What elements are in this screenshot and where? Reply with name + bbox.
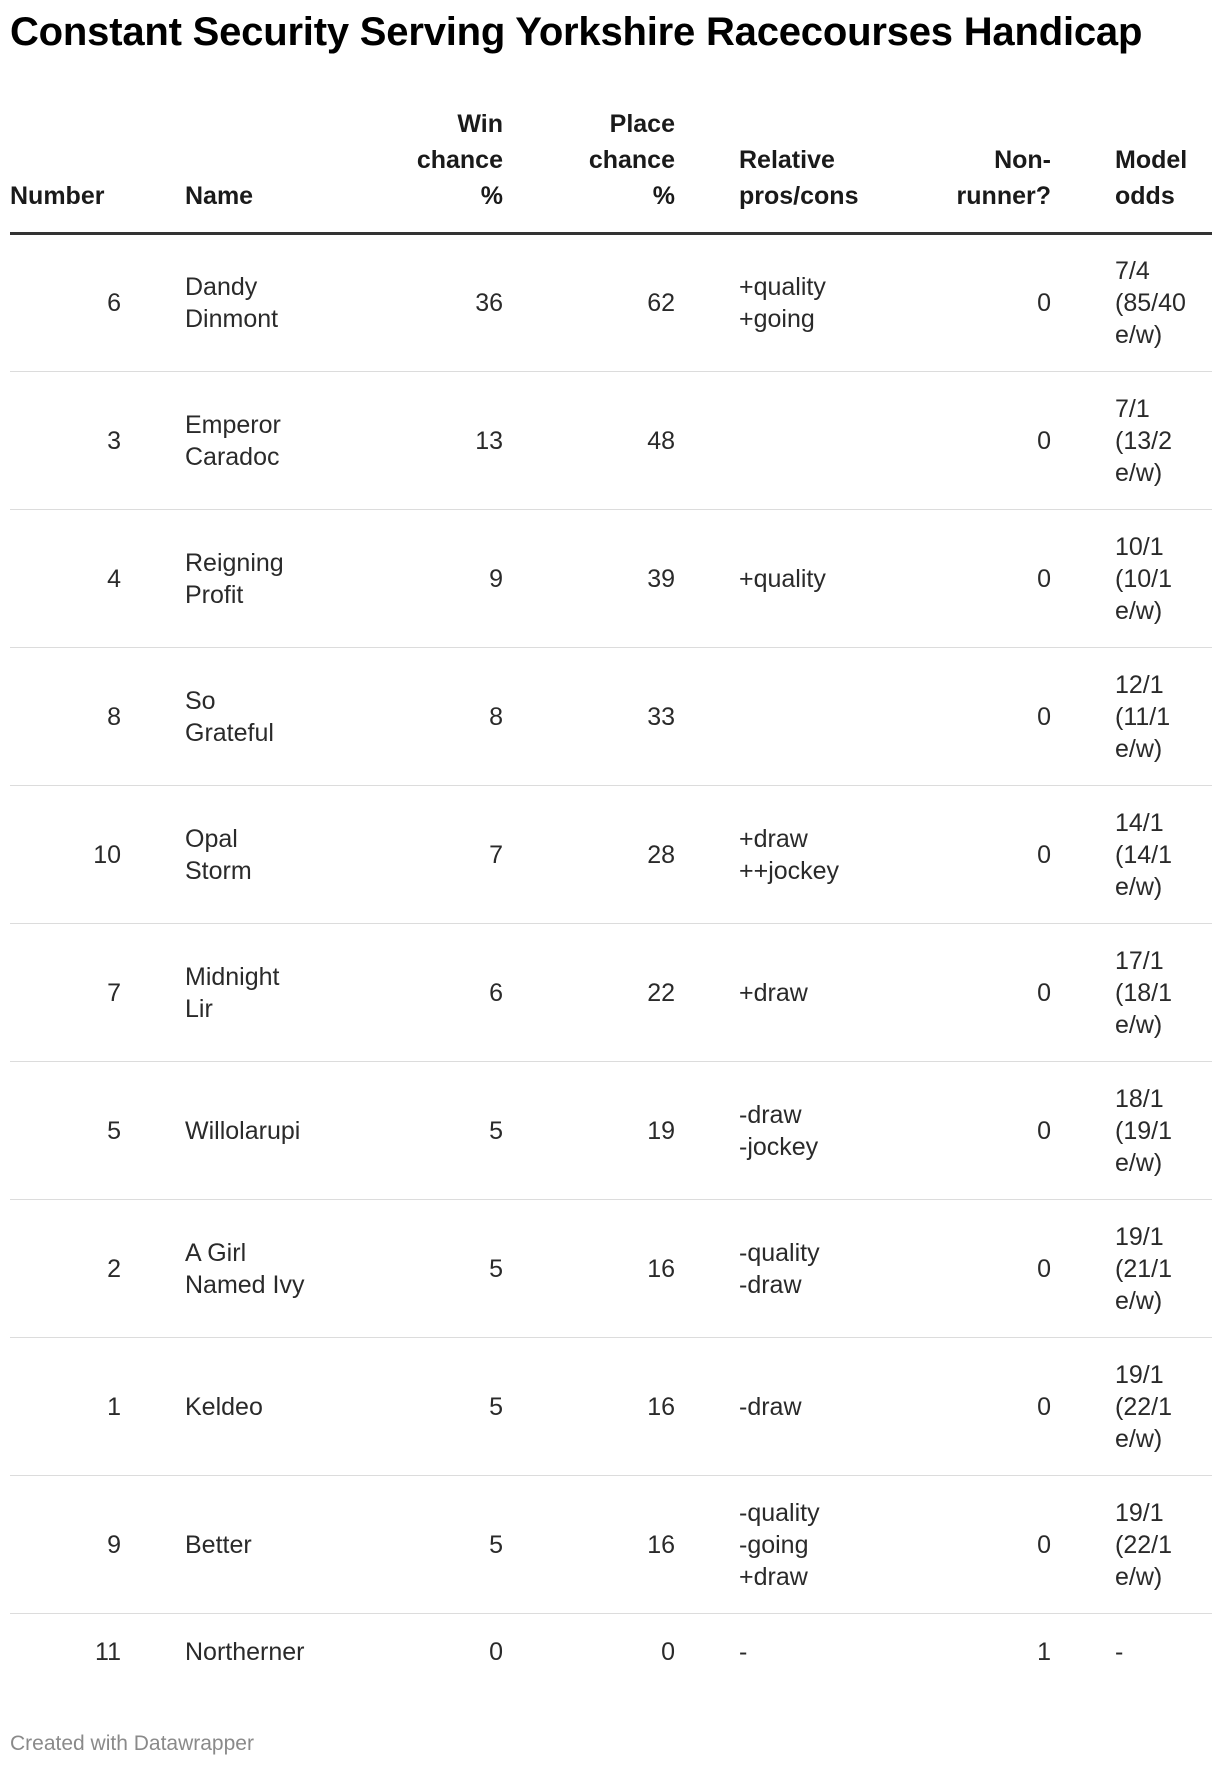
- cell-win-chance: 7: [355, 786, 503, 924]
- cell-gap: [1051, 510, 1115, 648]
- cell-win-chance: 6: [355, 924, 503, 1062]
- cell-number: 1: [10, 1338, 121, 1476]
- cell-place-chance: 22: [503, 924, 675, 1062]
- cell-win-chance: 5: [355, 1476, 503, 1614]
- cell-name: Midnight Lir: [185, 924, 355, 1062]
- cell-gap: [675, 234, 739, 372]
- cell-name: Northerner: [185, 1637, 305, 1666]
- cell-gap: [675, 1614, 739, 1690]
- cell-place-chance: 16: [503, 1476, 675, 1614]
- cell-non-runner: 0: [899, 786, 1051, 924]
- header-place-chance[interactable]: Place chance %: [503, 106, 675, 234]
- cell-model-odds: 18/1 (19/1 e/w): [1115, 1062, 1212, 1200]
- cell-gap: [121, 372, 185, 510]
- cell-number: 5: [10, 1062, 121, 1200]
- cell-non-runner: 0: [899, 1338, 1051, 1476]
- cell-gap: [675, 786, 739, 924]
- cell-number: 10: [10, 786, 121, 924]
- cell-win-chance: 9: [355, 510, 503, 648]
- cell-gap: [675, 510, 739, 648]
- cell-non-runner: 0: [899, 1062, 1051, 1200]
- cell-model-odds: 19/1 (22/1 e/w): [1115, 1476, 1212, 1614]
- cell-gap: [1051, 1476, 1115, 1614]
- cell-model-odds: 7/4 (85/40 e/w): [1115, 234, 1212, 372]
- cell-gap: [1051, 234, 1115, 372]
- cell-gap: [1051, 1200, 1115, 1338]
- cell-name: Keldeo: [185, 1338, 355, 1476]
- cell-non-runner: 0: [899, 372, 1051, 510]
- cell-name: Dandy Dinmont: [185, 234, 355, 372]
- cell-gap: [675, 1200, 739, 1338]
- cell-gap: [1051, 1614, 1115, 1690]
- cell-pros-cons: -: [739, 1637, 748, 1666]
- cell-model-odds: -: [1115, 1637, 1124, 1666]
- table-row: [10, 648, 1212, 786]
- cell-place-chance: 19: [503, 1062, 675, 1200]
- cell-gap: [1051, 786, 1115, 924]
- cell-pros-cons: -quality -draw: [739, 1200, 899, 1338]
- cell-pros-cons: -draw -jockey: [739, 1062, 899, 1200]
- table-row: [10, 1200, 1212, 1338]
- header-win-chance[interactable]: Win chance %: [355, 106, 503, 234]
- cell-gap: [675, 372, 739, 510]
- cell-pros-cons: -draw: [739, 1338, 899, 1476]
- cell-non-runner: 0: [899, 510, 1051, 648]
- header-number[interactable]: Number: [10, 106, 121, 234]
- footer-credit[interactable]: Created with Datawrapper: [10, 1732, 254, 1755]
- table-row: [10, 234, 1212, 372]
- cell-number: 11: [95, 1637, 121, 1666]
- cell-model-odds: 14/1 (14/1 e/w): [1115, 786, 1212, 924]
- table-header: [10, 106, 1212, 234]
- cell-gap: [121, 648, 185, 786]
- header-pros-cons[interactable]: Relative pros/cons: [739, 106, 899, 234]
- cell-pros-cons: +quality: [739, 510, 899, 648]
- cell-gap: [675, 1338, 739, 1476]
- cell-model-odds: 12/1 (11/1 e/w): [1115, 648, 1212, 786]
- cell-non-runner: 1: [1037, 1637, 1051, 1666]
- cell-win-chance: 5: [355, 1200, 503, 1338]
- cell-pros-cons: +draw: [739, 924, 899, 1062]
- cell-model-odds: 17/1 (18/1 e/w): [1115, 924, 1212, 1062]
- cell-gap: [121, 1062, 185, 1200]
- cell-place-chance: 39: [503, 510, 675, 648]
- cell-gap: [121, 786, 185, 924]
- cell-win-chance: 5: [355, 1062, 503, 1200]
- cell-gap: [675, 648, 739, 786]
- cell-win-chance: 8: [355, 648, 503, 786]
- cell-gap: [675, 1476, 739, 1614]
- cell-place-chance: 0: [661, 1637, 675, 1666]
- cell-non-runner: 0: [899, 1476, 1051, 1614]
- chart-title: Constant Security Serving Yorkshire Racecourses Handicap: [10, 10, 1143, 54]
- cell-number: 6: [10, 234, 121, 372]
- cell-win-chance: 5: [355, 1338, 503, 1476]
- cell-gap: [121, 1476, 185, 1614]
- cell-number: 9: [10, 1476, 121, 1614]
- cell-non-runner: 0: [899, 1200, 1051, 1338]
- table-row: [10, 1476, 1212, 1614]
- header-model-odds[interactable]: Model odds: [1115, 106, 1212, 234]
- cell-gap: [1051, 924, 1115, 1062]
- cell-gap: [121, 1614, 185, 1690]
- cell-gap: [121, 924, 185, 1062]
- cell-gap: [1051, 1338, 1115, 1476]
- cell-number: 3: [10, 372, 121, 510]
- table-body: [10, 234, 1212, 1690]
- cell-gap: [1051, 1062, 1115, 1200]
- cell-name: Better: [185, 1476, 355, 1614]
- table-row: [10, 924, 1212, 1062]
- cell-place-chance: 16: [503, 1338, 675, 1476]
- table-row: [10, 1614, 1212, 1690]
- cell-place-chance: 62: [503, 234, 675, 372]
- header-non-runner[interactable]: Non- runner?: [899, 106, 1051, 234]
- race-table: [10, 106, 1212, 1690]
- cell-win-chance: 13: [355, 372, 503, 510]
- cell-number: 7: [10, 924, 121, 1062]
- cell-model-odds: 10/1 (10/1 e/w): [1115, 510, 1212, 648]
- cell-gap: [675, 1062, 739, 1200]
- cell-place-chance: 16: [503, 1200, 675, 1338]
- cell-model-odds: 19/1 (21/1 e/w): [1115, 1200, 1212, 1338]
- cell-pros-cons: +quality +going: [739, 234, 899, 372]
- cell-win-chance: 0: [489, 1637, 503, 1666]
- table-row: [10, 1338, 1212, 1476]
- cell-gap: [121, 234, 185, 372]
- cell-place-chance: 48: [503, 372, 675, 510]
- cell-win-chance: 36: [355, 234, 503, 372]
- cell-place-chance: 28: [503, 786, 675, 924]
- table-row: [10, 510, 1212, 648]
- cell-name: Willolarupi: [185, 1062, 355, 1200]
- cell-model-odds: 19/1 (22/1 e/w): [1115, 1338, 1212, 1476]
- cell-pros-cons: [739, 648, 899, 786]
- cell-non-runner: 0: [899, 924, 1051, 1062]
- table-row: [10, 372, 1212, 510]
- cell-gap: [121, 1338, 185, 1476]
- cell-non-runner: 0: [899, 234, 1051, 372]
- cell-number: 2: [10, 1200, 121, 1338]
- table-row: [10, 786, 1212, 924]
- cell-name: Opal Storm: [185, 786, 355, 924]
- cell-pros-cons: +draw ++jockey: [739, 786, 899, 924]
- cell-name: Emperor Caradoc: [185, 372, 355, 510]
- cell-pros-cons: -quality -going +draw: [739, 1476, 899, 1614]
- cell-gap: [1051, 372, 1115, 510]
- cell-name: Reigning Profit: [185, 510, 355, 648]
- cell-gap: [121, 1200, 185, 1338]
- cell-pros-cons: [739, 372, 899, 510]
- cell-gap: [1051, 648, 1115, 786]
- cell-place-chance: 33: [503, 648, 675, 786]
- cell-gap: [121, 510, 185, 648]
- cell-non-runner: 0: [899, 648, 1051, 786]
- cell-name: So Grateful: [185, 648, 355, 786]
- cell-gap: [675, 924, 739, 1062]
- cell-model-odds: 7/1 (13/2 e/w): [1115, 372, 1212, 510]
- header-name[interactable]: Name: [185, 106, 355, 234]
- cell-number: 8: [10, 648, 121, 786]
- cell-number: 4: [10, 510, 121, 648]
- cell-name: A Girl Named Ivy: [185, 1200, 355, 1338]
- table-row: [10, 1062, 1212, 1200]
